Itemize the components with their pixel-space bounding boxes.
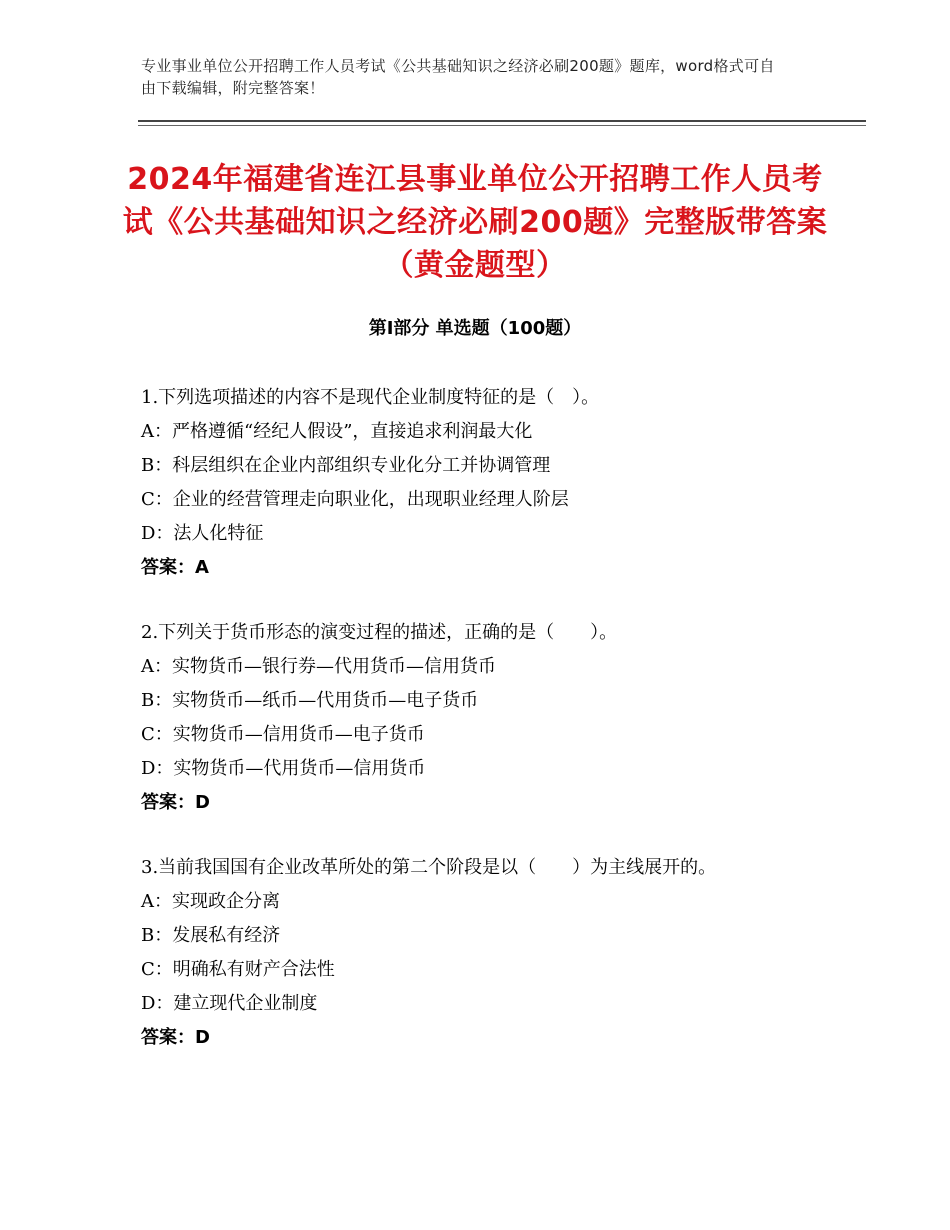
question-2: [141, 616, 811, 820]
question-1: [141, 381, 811, 585]
answer: 答案：D: [141, 792, 210, 813]
section-heading: 第Ⅰ部分 单选题（100题）: [368, 318, 582, 339]
option-b: B：实物货币—纸币—代用货币—电子货币: [141, 690, 479, 711]
option-a: A：实现政企分离: [141, 891, 280, 912]
question-list: [141, 381, 811, 1086]
option-c: C：明确私有财产合法性: [141, 959, 335, 980]
option-b: B：发展私有经济: [141, 925, 281, 946]
option-c: C：企业的经营管理走向职业化，出现职业经理人阶层: [141, 489, 569, 510]
option-d: D：法人化特征: [141, 523, 264, 544]
header-note: 专业事业单位公开招聘工作人员考试《公共基础知识之经济必刷200题》题库，word格式可自由下载编辑，附完整答案！: [141, 57, 775, 97]
option-a: A：实物货币—银行券—代用货币—信用货币: [141, 656, 496, 677]
option-d: D：实物货币—代用货币—信用货币: [141, 758, 426, 779]
header-divider: [138, 120, 866, 122]
document-title: 2024年福建省连江县事业单位公开招聘工作人员考试《公共基础知识之经济必刷200题》完整版带答案（黄金题型）: [122, 162, 828, 283]
question-stem: 3.当前我国国有企业改革所处的第二个阶段是以（ ）为主线展开的。: [141, 857, 717, 878]
option-c: C：实物货币—信用货币—电子货币: [141, 724, 425, 745]
option-b: B：科层组织在企业内部组织专业化分工并协调管理: [141, 455, 551, 476]
question-stem: 2.下列关于货币形态的演变过程的描述，正确的是（ ）。: [141, 622, 618, 643]
question-3: [141, 851, 811, 1055]
option-a: A：严格遵循“经纪人假设”，直接追求利润最大化: [141, 421, 533, 442]
question-stem: 1.下列选项描述的内容不是现代企业制度特征的是（ ）。: [141, 387, 600, 408]
answer: 答案：A: [141, 557, 209, 578]
answer: 答案：D: [141, 1027, 210, 1048]
option-d: D：建立现代企业制度: [141, 993, 318, 1014]
header-divider-thin: [138, 125, 866, 126]
